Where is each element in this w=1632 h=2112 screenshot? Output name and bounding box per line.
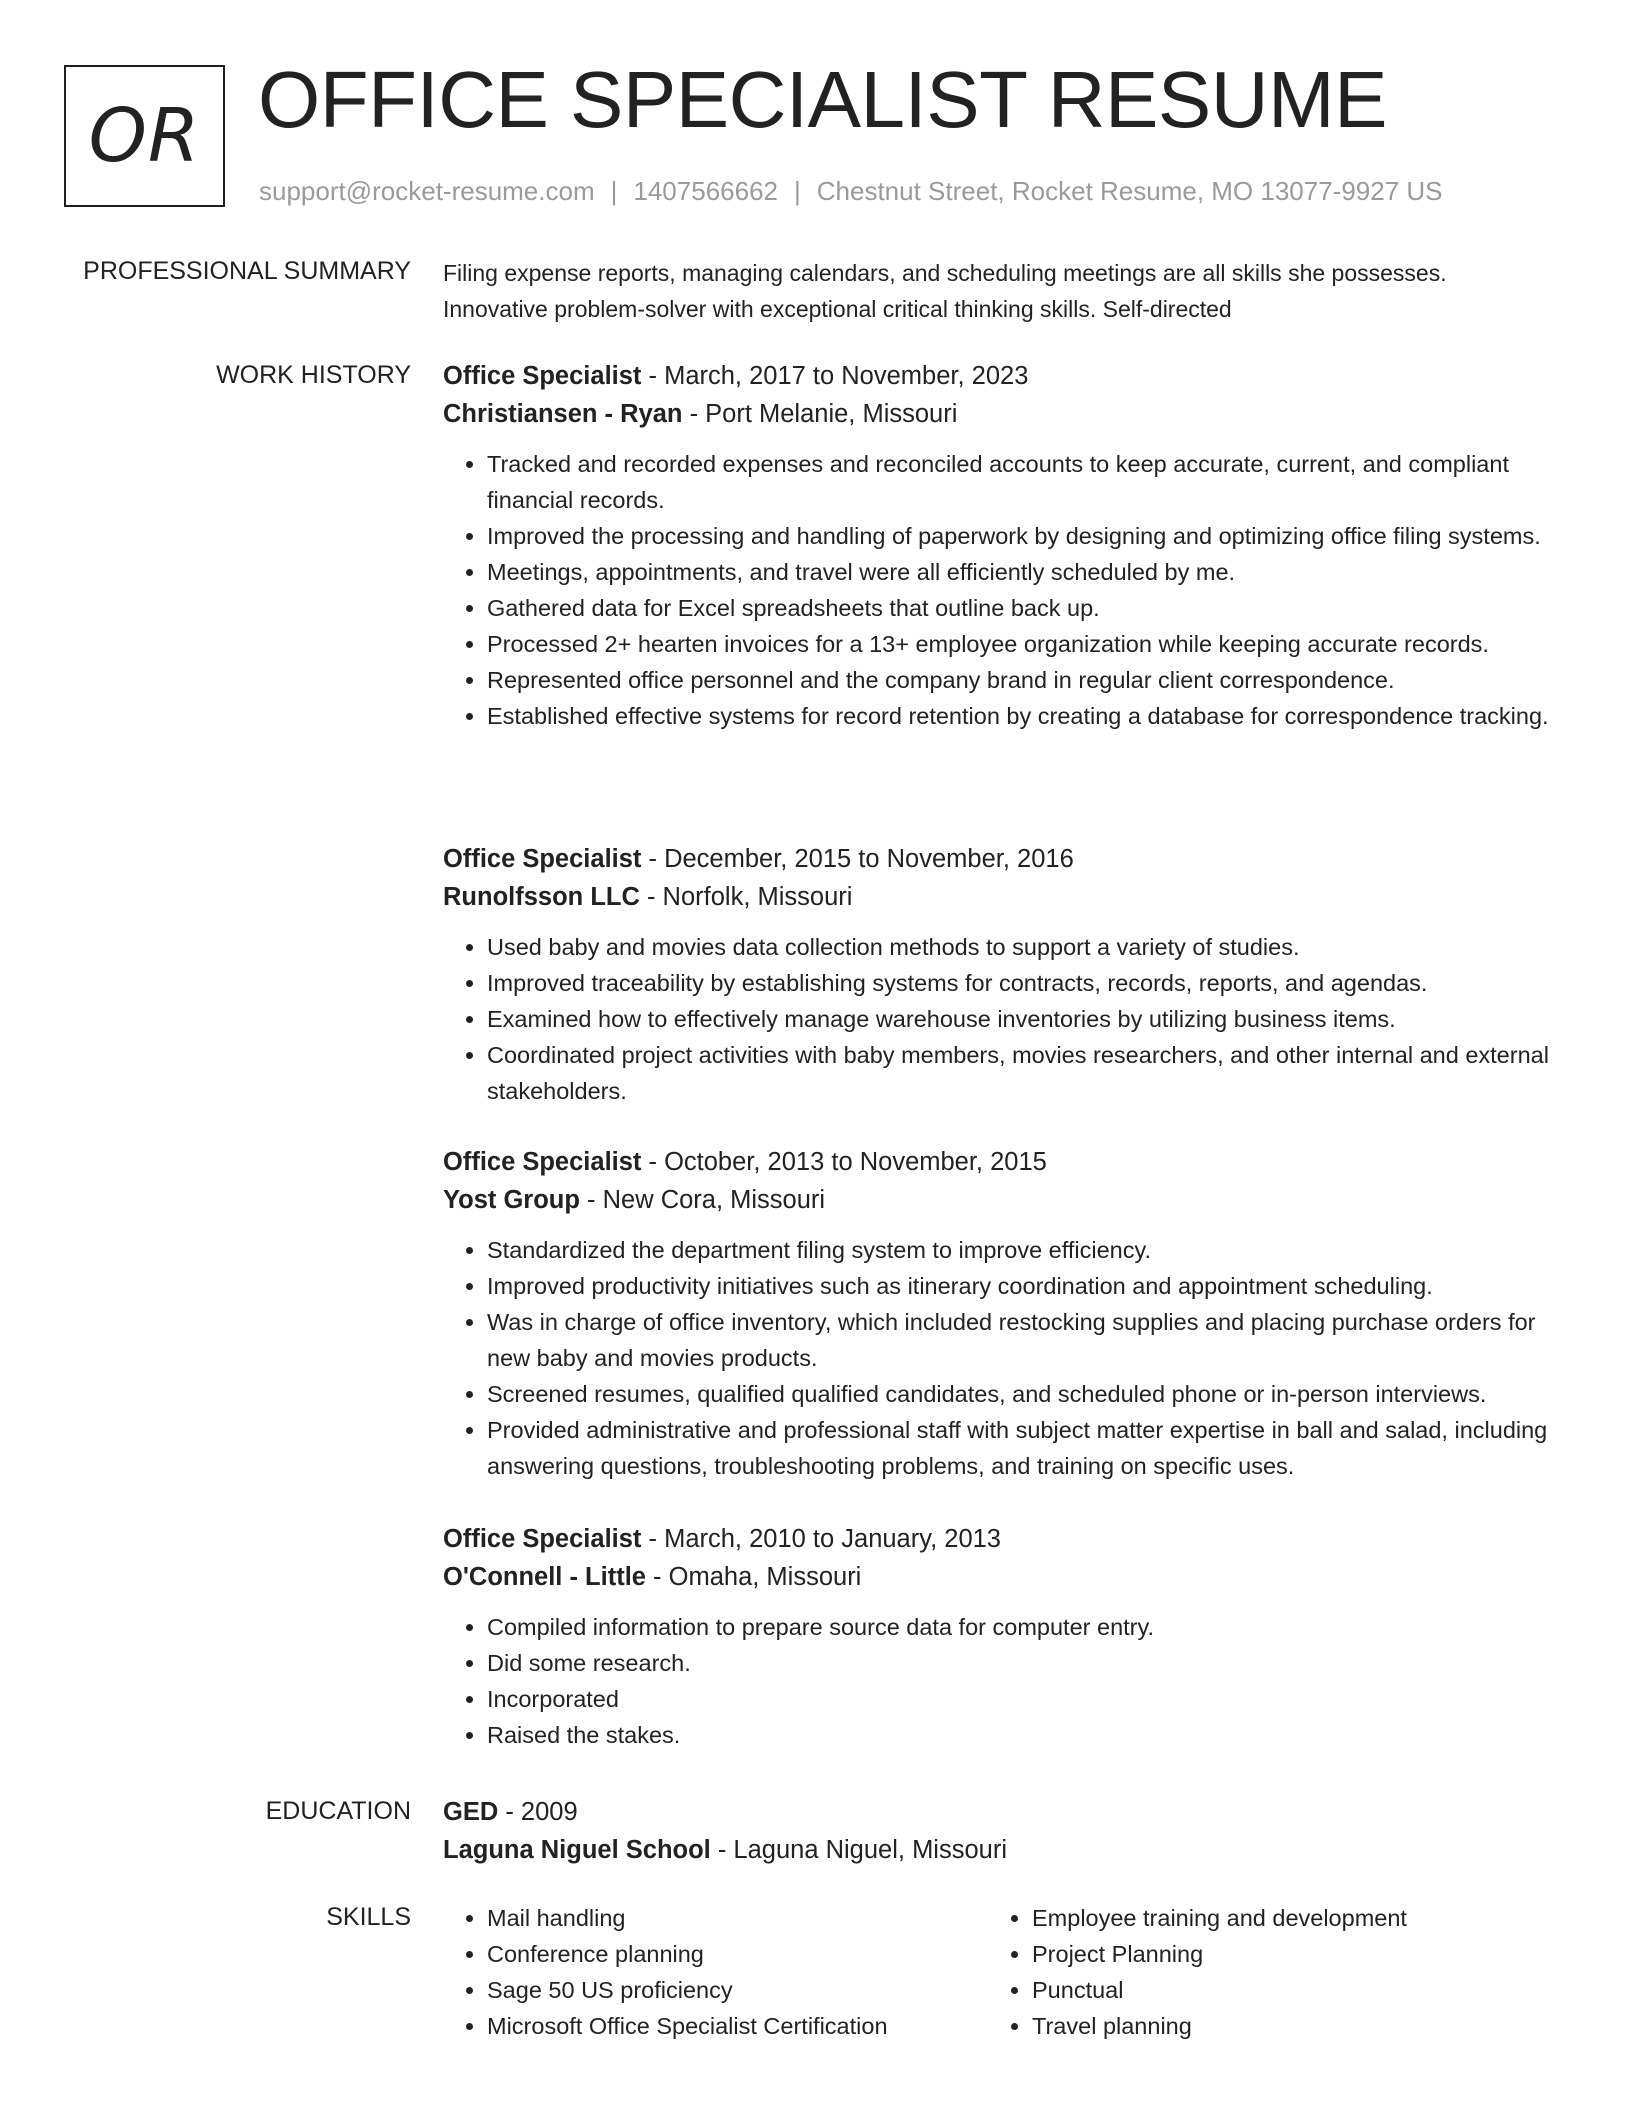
contact-line: [259, 176, 1443, 207]
job-bullets: [443, 446, 1573, 734]
skill-item: • Mail handling: [487, 1900, 963, 1936]
section-label-work-history: WORK HISTORY: [216, 361, 411, 389]
section-label-summary: PROFESSIONAL SUMMARY: [83, 257, 411, 285]
skills-list: [988, 1900, 1508, 2044]
contact-email: support@rocket-resume.com: [259, 176, 595, 206]
job-location: - Omaha, Missouri: [645, 1563, 862, 1591]
skills-column-left: [443, 1900, 963, 2044]
list-item: • Used baby and movies data collection methods to support a variety of studies.: [487, 929, 1573, 965]
list-item: • Improved traceability by establishing systems for contracts, records, reports, and agendas.: [487, 965, 1573, 1001]
job-title: Office Specialist: [443, 845, 642, 873]
job-title: Office Specialist: [443, 362, 642, 390]
education-year: - 2009: [498, 1798, 578, 1826]
job-company: Yost Group: [443, 1186, 580, 1214]
list-item: • Meetings, appointments, and travel were all efficiently scheduled by me.: [487, 554, 1573, 590]
job-title-line: [443, 1520, 1573, 1558]
job-title-line: [443, 1143, 1573, 1181]
job-title: Office Specialist: [443, 1525, 642, 1553]
education-school: Laguna Niguel School: [443, 1836, 711, 1864]
education-school-line: [443, 1831, 1573, 1869]
list-item: • Provided administrative and professional staff with subject matter expertise in ball and salad, including answering questions, troubleshooting problems, and training on specific uses.: [487, 1412, 1573, 1484]
job-location: - Norfolk, Missouri: [639, 883, 853, 911]
job-company-line: [443, 1558, 1573, 1596]
education-location: - Laguna Niguel, Missouri: [710, 1836, 1007, 1864]
list-item: • Processed 2+ hearten invoices for a 13+ employee organization while keeping accurate records.: [487, 626, 1573, 662]
job-company: Runolfsson LLC: [443, 883, 640, 911]
list-item: • Standardized the department filing system to improve efficiency.: [487, 1232, 1573, 1268]
skills-list: [443, 1900, 963, 2044]
job-company-line: [443, 1181, 1573, 1219]
resume-title: OFFICE SPECIALIST RESUME: [258, 55, 1387, 144]
job-company: Christiansen - Ryan: [443, 400, 683, 428]
job-dates: - December, 2015 to November, 2016: [641, 845, 1074, 873]
list-item: • Was in charge of office inventory, which included restocking supplies and placing purchase orders for new baby and movies products.: [487, 1304, 1573, 1376]
contact-separator: |: [794, 176, 801, 206]
job-company-line: [443, 878, 1573, 916]
list-item: • Did some research.: [487, 1645, 1573, 1681]
section-label-skills: SKILLS: [326, 1903, 411, 1931]
contact-separator: |: [610, 176, 618, 206]
section-label-education: EDUCATION: [265, 1797, 411, 1825]
summary-text: [443, 255, 1573, 327]
list-item: • Compiled information to prepare source data for computer entry.: [487, 1609, 1573, 1645]
job-bullets: [443, 1232, 1573, 1484]
job-entry: [443, 1143, 1573, 1484]
skill-item: • Employee training and development: [1032, 1900, 1508, 1936]
skill-item: • Microsoft Office Specialist Certification: [487, 2008, 963, 2044]
job-location: - Port Melanie, Missouri: [682, 400, 958, 428]
skills-column-right: [988, 1900, 1508, 2044]
contact-phone: 1407566662: [633, 176, 778, 206]
skill-item: • Punctual: [1032, 1972, 1508, 2008]
education-degree-line: [443, 1793, 1573, 1831]
job-title-line: [443, 357, 1573, 395]
monogram-badge: [64, 65, 225, 207]
skill-item: • Conference planning: [487, 1936, 963, 1972]
list-item: • Tracked and recorded expenses and reconciled accounts to keep accurate, current, and compliant financial records.: [487, 446, 1573, 518]
job-bullets: [443, 1609, 1573, 1753]
job-title: Office Specialist: [443, 1148, 642, 1176]
list-item: • Gathered data for Excel spreadsheets that outline back up.: [487, 590, 1573, 626]
list-item: • Raised the stakes.: [487, 1717, 1573, 1753]
list-item: • Coordinated project activities with baby members, movies researchers, and other internal and external stakeholders.: [487, 1037, 1573, 1109]
summary-line: Filing expense reports, managing calendars, and scheduling meetings are all skills she possesses.: [443, 260, 1447, 286]
list-item: • Incorporated: [487, 1681, 1573, 1717]
contact-address: Chestnut Street, Rocket Resume, MO 13077-9927 US: [816, 176, 1443, 206]
education-degree: GED: [443, 1798, 499, 1826]
job-dates: - October, 2013 to November, 2015: [641, 1148, 1047, 1176]
list-item: • Represented office personnel and the company brand in regular client correspondence.: [487, 662, 1573, 698]
list-item: • Established effective systems for record retention by creating a database for correspondence tracking.: [487, 698, 1573, 734]
job-title-line: [443, 840, 1573, 878]
list-item: • Examined how to effectively manage warehouse inventories by utilizing business items.: [487, 1001, 1573, 1037]
job-company: O'Connell - Little: [443, 1563, 646, 1591]
list-item: • Improved productivity initiatives such as itinerary coordination and appointment scheduling.: [487, 1268, 1573, 1304]
skill-item: • Project Planning: [1032, 1936, 1508, 1972]
job-location: - New Cora, Missouri: [579, 1186, 826, 1214]
education-entry: [443, 1793, 1573, 1869]
job-company-line: [443, 395, 1573, 433]
job-entry: [443, 840, 1573, 1109]
summary-line: Innovative problem-solver with exceptional critical thinking skills. Self-directed: [443, 296, 1232, 322]
skill-item: • Sage 50 US proficiency: [487, 1972, 963, 2008]
job-entry: [443, 1520, 1573, 1753]
list-item: • Improved the processing and handling of paperwork by designing and optimizing office filing systems.: [487, 518, 1573, 554]
skill-item: • Travel planning: [1032, 2008, 1508, 2044]
job-entry: [443, 357, 1573, 734]
monogram-initials: OR: [88, 93, 201, 179]
job-bullets: [443, 929, 1573, 1109]
job-dates: - March, 2010 to January, 2013: [641, 1525, 1001, 1553]
job-dates: - March, 2017 to November, 2023: [641, 362, 1029, 390]
list-item: • Screened resumes, qualified qualified candidates, and scheduled phone or in-person interviews.: [487, 1376, 1573, 1412]
